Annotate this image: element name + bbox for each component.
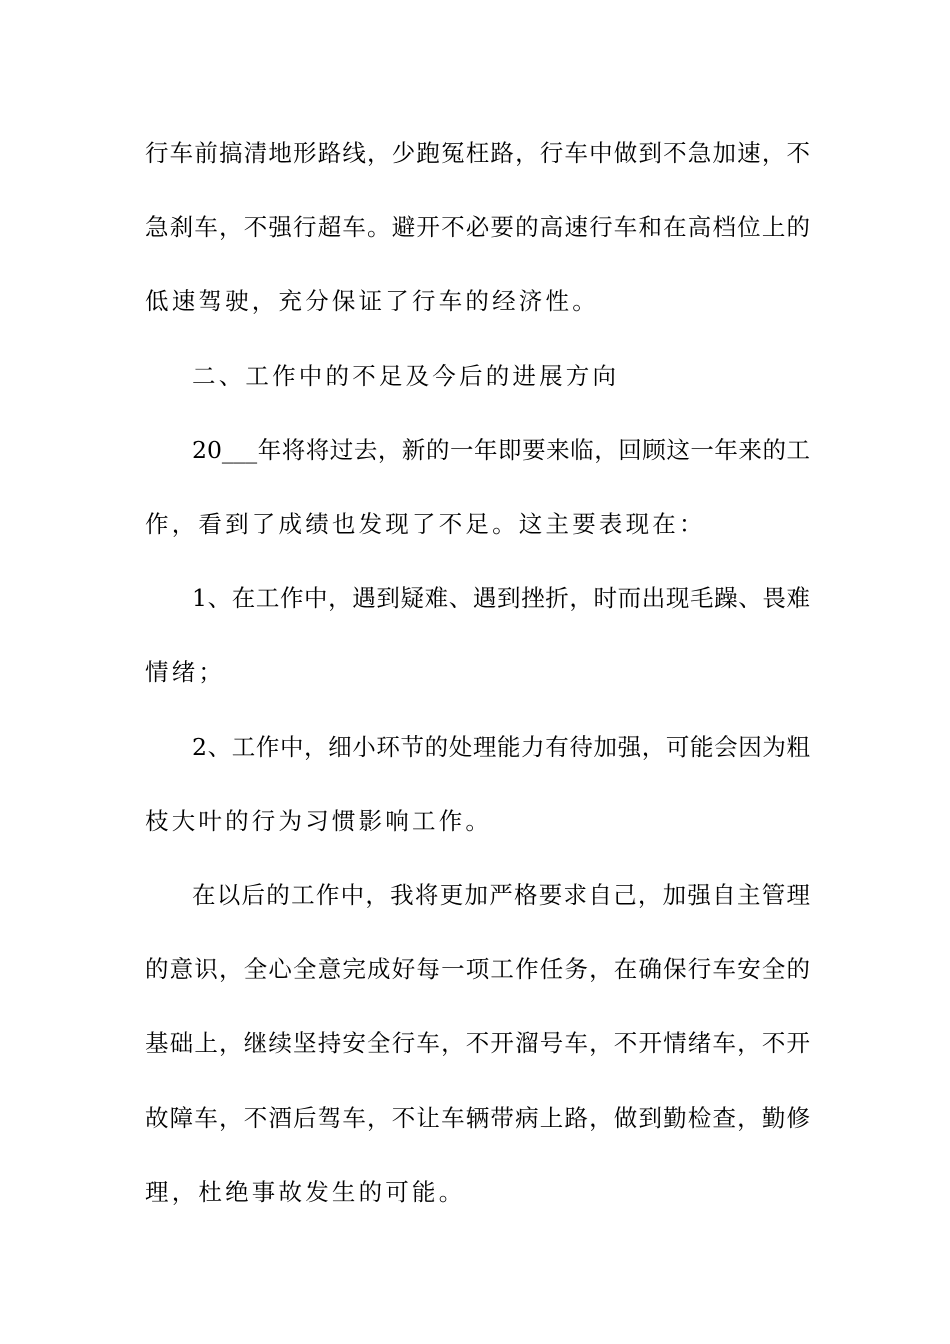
section-heading: 二、工作中的不足及今后的进展方向: [192, 362, 620, 390]
body-text-line: 作，看到了成绩也发现了不足。这主要表现在：: [145, 510, 706, 538]
list-item-text: 枝大叶的行为习惯影响工作。: [145, 807, 493, 835]
list-item-text: 情绪；: [145, 658, 226, 686]
body-text-line: 基础上，继续坚持安全行车，不开溜号车，不开情绪车，不开: [145, 1029, 810, 1057]
body-text-line: 急刹车，不强行超车。避开不必要的高速行车和在高档位上的: [145, 213, 810, 241]
body-text-line: 20___年将将过去，新的一年即要来临，回顾这一年来的工: [192, 436, 810, 464]
body-text-line: 故障车，不酒后驾车，不让车辆带病上路，做到勤检查，勤修: [145, 1104, 810, 1132]
body-text-line: 低速驾驶，充分保证了行车的经济性。: [145, 287, 599, 315]
list-item-text: 1、在工作中，遇到疑难、遇到挫折，时而出现毛躁、畏难: [192, 584, 810, 612]
body-text-line: 行车前搞清地形路线，少跑冤枉路，行车中做到不急加速，不: [145, 139, 810, 167]
body-text-line: 理，杜绝事故发生的可能。: [145, 1178, 466, 1206]
body-text-line: 的意识，全心全意完成好每一项工作任务，在确保行车安全的: [145, 955, 810, 983]
list-item-text: 2、工作中，细小环节的处理能力有待加强，可能会因为粗: [192, 733, 810, 761]
body-text-line: 在以后的工作中，我将更加严格要求自己，加强自主管理: [192, 881, 810, 909]
